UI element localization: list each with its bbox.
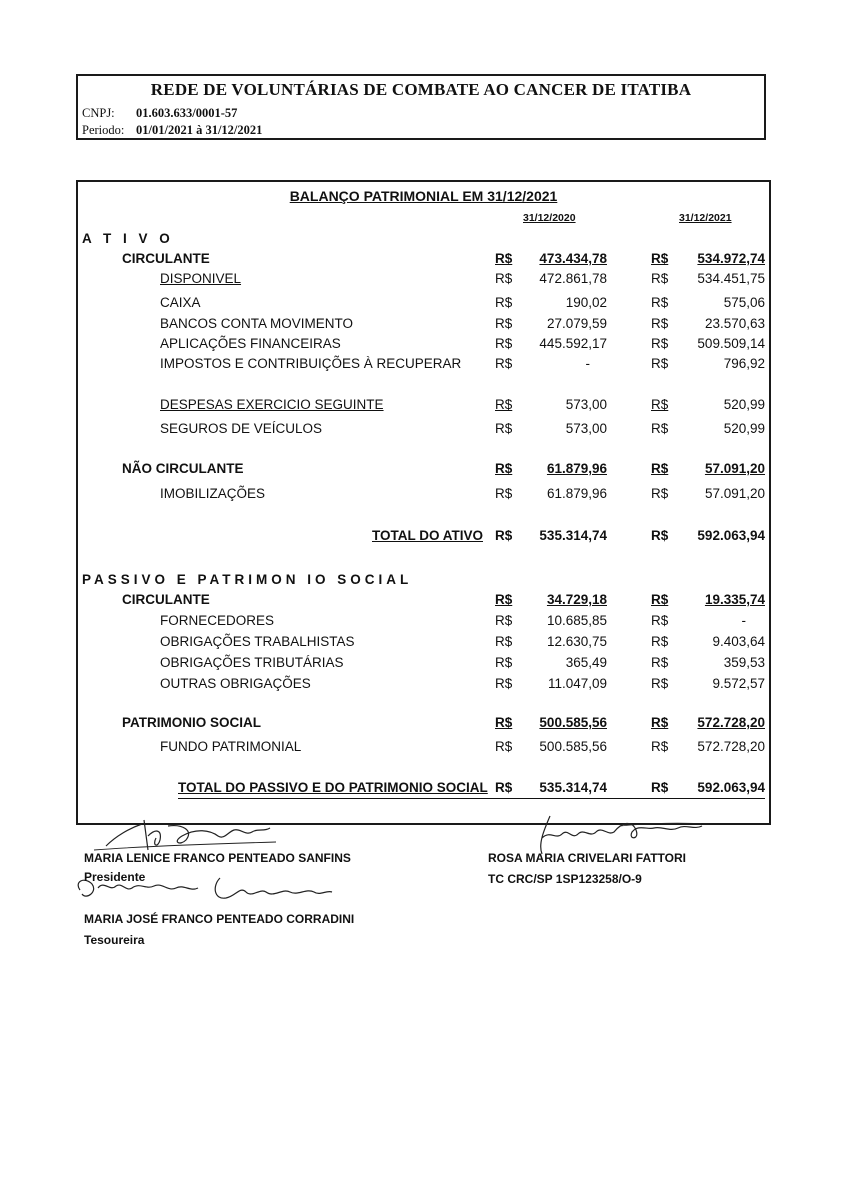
currency-symbol: R$	[651, 421, 669, 436]
passivo-circulante-2020: 34.729,18	[546, 592, 607, 607]
currency-symbol: R$	[495, 528, 513, 543]
currency-symbol: R$	[495, 271, 513, 286]
currency-symbol: R$	[651, 715, 669, 730]
nao-circulante-label: NÃO CIRCULANTE	[122, 461, 244, 476]
currency-symbol: R$	[495, 655, 513, 670]
ativo-heading: A T I V O	[82, 231, 174, 246]
trabalhistas-label: OBRIGAÇÕES TRABALHISTAS	[160, 634, 355, 649]
column-header-2020: 31/12/2020	[523, 212, 576, 224]
currency-symbol: R$	[651, 528, 669, 543]
fornecedores-2021: -	[741, 613, 746, 628]
trabalhistas-2021: 9.403,64	[712, 634, 765, 649]
total-ativo-2021: 592.063,94	[697, 528, 765, 543]
bancos-2021: 23.570,63	[704, 316, 765, 331]
signatory-president-role: Presidente	[84, 870, 146, 884]
organization-title: REDE DE VOLUNTÁRIAS DE COMBATE AO CANCER DE ITATIBA	[150, 80, 692, 99]
fundo-patrimonial-2021: 572.728,20	[697, 739, 765, 754]
passivo-circulante-2021: 19.335,74	[704, 592, 765, 607]
currency-symbol: R$	[651, 592, 669, 607]
periodo-label: Periodo:	[82, 123, 125, 137]
header-box	[76, 74, 766, 140]
currency-symbol: R$	[651, 486, 669, 501]
despesas-label: DESPESAS EXERCICIO SEGUINTE	[160, 397, 384, 412]
imobilizacoes-2021: 57.091,20	[704, 486, 765, 501]
cnpj-value: 01.603.633/0001-57	[136, 106, 238, 120]
seguros-label: SEGUROS DE VEÍCULOS	[160, 421, 323, 436]
aplicacoes-label: APLICAÇÕES FINANCEIRAS	[160, 336, 341, 351]
column-header-2021: 31/12/2021	[679, 212, 732, 224]
currency-symbol: R$	[651, 655, 669, 670]
impostos-2021: 796,92	[723, 356, 765, 371]
signatory-treasurer-name: MARIA JOSÉ FRANCO PENTEADO CORRADINI	[84, 912, 355, 926]
seguros-2020: 573,00	[565, 421, 607, 436]
seguros-2021: 520,99	[723, 421, 765, 436]
currency-symbol: R$	[651, 251, 669, 266]
tributarias-2020: 365,49	[565, 655, 607, 670]
imobilizacoes-2020: 61.879,96	[546, 486, 607, 501]
currency-symbol: R$	[651, 676, 669, 691]
currency-symbol: R$	[651, 316, 669, 331]
passivo-heading: PASSIVO E PATRIMON IO SOCIAL	[82, 572, 413, 587]
currency-symbol: R$	[651, 461, 669, 476]
disponivel-2020: 472.861,78	[539, 271, 607, 286]
aplicacoes-2020: 445.592,17	[539, 336, 607, 351]
periodo-value: 01/01/2021 à 31/12/2021	[136, 123, 263, 137]
despesas-2021: 520,99	[723, 397, 765, 412]
caixa-2020: 190,02	[565, 295, 607, 310]
total-ativo-label: TOTAL DO ATIVO	[372, 528, 483, 543]
cnpj-label: CNPJ:	[82, 106, 115, 120]
patrimonio-social-label: PATRIMONIO SOCIAL	[122, 715, 261, 730]
currency-symbol: R$	[495, 780, 513, 795]
trabalhistas-2020: 12.630,75	[546, 634, 607, 649]
caixa-2021: 575,06	[723, 295, 765, 310]
nao-circulante-2021: 57.091,20	[704, 461, 765, 476]
patrimonio-social-2021: 572.728,20	[697, 715, 765, 730]
currency-symbol: R$	[495, 251, 513, 266]
ativo-circulante-label: CIRCULANTE	[122, 251, 210, 266]
currency-symbol: R$	[495, 397, 513, 412]
currency-symbol: R$	[651, 634, 669, 649]
despesas-2020: 573,00	[565, 397, 607, 412]
currency-symbol: R$	[495, 295, 513, 310]
outras-obrigacoes-2021: 9.572,57	[712, 676, 765, 691]
total-passivo-2021: 592.063,94	[697, 780, 765, 795]
total-passivo-label: TOTAL DO PASSIVO E DO PATRIMONIO SOCIAL	[178, 780, 488, 795]
currency-symbol: R$	[651, 271, 669, 286]
signatory-president-name: MARIA LENICE FRANCO PENTEADO SANFINS	[84, 851, 351, 865]
outras-obrigacoes-label: OUTRAS OBRIGAÇÕES	[160, 676, 311, 691]
currency-symbol: R$	[495, 592, 513, 607]
currency-symbol: R$	[495, 336, 513, 351]
tributarias-label: OBRIGAÇÕES TRIBUTÁRIAS	[160, 655, 344, 670]
balance-sheet-box	[76, 180, 771, 825]
patrimonio-social-2020: 500.585,56	[539, 715, 607, 730]
total-passivo-2020: 535.314,74	[539, 780, 607, 795]
passivo-circulante-label: CIRCULANTE	[122, 592, 210, 607]
ativo-circulante-2021: 534.972,74	[697, 251, 765, 266]
tributarias-2021: 359,53	[723, 655, 765, 670]
currency-symbol: R$	[651, 397, 669, 412]
total-ativo-2020: 535.314,74	[539, 528, 607, 543]
currency-symbol: R$	[495, 421, 513, 436]
currency-symbol: R$	[495, 356, 513, 371]
currency-symbol: R$	[495, 739, 513, 754]
caixa-label: CAIXA	[160, 295, 201, 310]
nao-circulante-2020: 61.879,96	[546, 461, 607, 476]
currency-symbol: R$	[495, 676, 513, 691]
currency-symbol: R$	[495, 613, 513, 628]
disponivel-2021: 534.451,75	[697, 271, 765, 286]
fornecedores-label: FORNECEDORES	[160, 613, 275, 628]
impostos-2020: -	[585, 356, 590, 371]
imobilizacoes-label: IMOBILIZAÇÕES	[160, 486, 266, 501]
fornecedores-2020: 10.685,85	[546, 613, 607, 628]
ativo-circulante-2020: 473.434,78	[539, 251, 607, 266]
balance-title-text: BALANÇO PATRIMONIAL EM 31/12/2021	[289, 188, 558, 204]
currency-symbol: R$	[651, 739, 669, 754]
currency-symbol: R$	[495, 461, 513, 476]
impostos-label: IMPOSTOS E CONTRIBUIÇÕES À RECUPERAR	[160, 356, 462, 371]
outras-obrigacoes-2020: 11.047,09	[547, 676, 607, 691]
signatory-accountant-name: ROSA MARIA CRIVELARI FATTORI	[488, 851, 686, 865]
currency-symbol: R$	[495, 486, 513, 501]
currency-symbol: R$	[495, 634, 513, 649]
currency-symbol: R$	[495, 316, 513, 331]
total-underline	[178, 798, 765, 799]
currency-symbol: R$	[651, 336, 669, 351]
currency-symbol: R$	[651, 780, 669, 795]
aplicacoes-2021: 509.509,14	[697, 336, 765, 351]
fundo-patrimonial-2020: 500.585,56	[539, 739, 607, 754]
signatory-treasurer-role: Tesoureira	[84, 933, 145, 947]
signatory-accountant-crc: TC CRC/SP 1SP123258/O-9	[488, 872, 642, 886]
disponivel-label: DISPONIVEL	[160, 271, 242, 286]
currency-symbol: R$	[495, 715, 513, 730]
bancos-label: BANCOS CONTA MOVIMENTO	[160, 316, 354, 331]
fundo-patrimonial-label: FUNDO PATRIMONIAL	[160, 739, 302, 754]
currency-symbol: R$	[651, 295, 669, 310]
bancos-2020: 27.079,59	[546, 316, 607, 331]
balance-title	[78, 188, 769, 204]
currency-symbol: R$	[651, 613, 669, 628]
currency-symbol: R$	[651, 356, 669, 371]
